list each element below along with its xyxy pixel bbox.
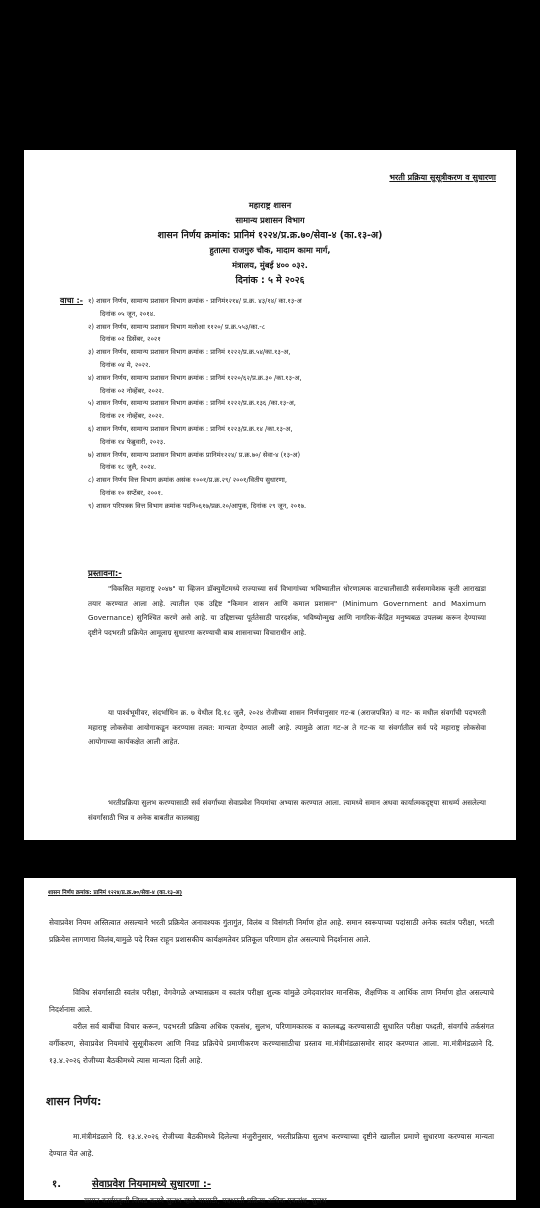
body-paragraph-2: विविध संवर्गासाठी स्वतंत्र परीक्षा, वेगवेगळे अभ्यासक्रम व स्वतंत्र परीक्षा शुल्क यांमुळे उमेदवारांवर मानसिक, शैक्षणिक व आर्थिक ताण निर्माण होत असल्याचे निदर्शनास आले. — [49, 988, 494, 1014]
address-line-1: हुतात्मा राजगुरु चौक, मादाम कामा मार्ग, — [209, 245, 331, 255]
address-line-2: मंत्रालय, मुंबई ४०० ०३२. — [232, 260, 308, 270]
title-block — [24, 198, 516, 288]
body-paragraph-4: मा.मंत्रीमंडळाने दि. १३.४.२०२६ रोजीच्या बैठकीमध्ये दिलेल्या मंजुरीनुसार, भरतीप्रक्रिया सुलभ करण्याच्या दृष्टीने खालील प्रमाणे सुधारणा करण्यास मान्यता देण्यात येत आहे. — [49, 1132, 494, 1158]
header-topic: भरती प्रक्रिया सुसूत्रीकरण व सुधारणा — [389, 173, 496, 182]
preamble-title: प्रस्तावना:- — [88, 569, 122, 579]
reference-item: ७) शासन निर्णय, सामान्य प्रशासन विभाग क्रमांक प्रानिमं१२२४/ प्र.क्र.७०/ सेवा-४ (१३-अ) दिनांक १८ जुलै, २०२४. — [88, 450, 301, 472]
body-paragraph-3: वरील सर्व बाबींचा विचार करून, पदभरती प्रक्रिया अधिक एकसंध, सुलभ, परिणामकारक व कालबद्ध करण्यासाठी सुधारित परीक्षा पध्दती, संवर्गांचे तर्कसंगत वर्गीकरण, सेवाप्रवेश नियमांचे सुसूत्रीकरण आणि निवड प्रक्रियेचे प्रमाणीकरण करण्यासाठीचा प्रस्ताव मा.मंत्रीमंडळासमोर सादर करण्यात आला. मा.मंत्रीमंडळाने दि. १३.४.२०२६ रोजीच्या बैठकीमध्ये त्यास मान्यता दिली आहे. — [49, 1022, 494, 1065]
references-list — [60, 295, 486, 513]
reference-item: ६) शासन निर्णय, सामान्य प्रशासन विभाग क्रमांक : प्रानिमं १२२३/प्र.क्र.१४ /का.१३-अ, दिनांक १४ फेब्रुवारी, २०२३. — [88, 424, 293, 446]
government-name: महाराष्ट्र शासन — [248, 200, 292, 210]
resolution-heading: शासन निर्णय: — [46, 1095, 102, 1108]
section-item-1 — [52, 1176, 211, 1190]
reference-item: ८) शासन निर्णय वित्त विभाग क्रमांक असंक १००१/प्र.क्र.२९/ २००१/वितीय सुधारणा, दिनांक १० सप्टेंबर, २००१. — [88, 476, 287, 497]
document-page-2 — [24, 878, 516, 1205]
cut-off-text-line: समान कार्यप्रकृती जिवड करणे सुलभ व्हावे यासाठी, पदभरती प्रक्रिया अधिक एकसंध, सुलभ — [84, 1196, 327, 1205]
reference-item: ५) शासन निर्णय, सामान्य प्रशासन विभाग क्रमांक : प्रानिमं १२२२/प्र.क्र.१३६ /का.१३-अ, दिनांक २१ नोव्हेंबर, २०२२. — [88, 399, 296, 421]
preamble-paragraph-2: या पार्श्वभूमीवर, संदर्भाधिन क्र. ७ येथील दि.१८ जुलै, २०२४ रोजीच्या शासन निर्णयानुसार गट-ब (अराजपत्रित) व गट- क मधील संवर्गांची पदभरती महाराष्ट्र लोकसेवा आयोगाकडून करण्यास तत्वत: मान्यता देण्यात आली आहे. त्यामुळे आता गट-अ ते गट-क या संवर्गातील सर्व पदे महाराष्ट्र लोकसेवा आयोगाच्या कार्यकक्षेत आली आहेत. — [88, 708, 486, 747]
section-number: १. — [52, 1179, 61, 1190]
references-title: वाचा :- — [60, 296, 83, 305]
document-page-1 — [24, 150, 516, 840]
resolution-date: दिनांक : ५ मे २०२६ — [235, 275, 305, 286]
resolution-number: शासन निर्णय क्रमांक: प्रानिमं १२२४/प्र.क्र.७०/सेवा-४ (का.१३-अ) — [157, 230, 383, 241]
reference-item: २) शासन निर्णय, सामान्य प्रशासन विभाग मलोआ ११२०/ प्र.क्र.५५३/का.-८ दिनांक ०२ डिसेंबर, २०२१ — [88, 322, 266, 344]
reference-item: ३) शासन निर्णय, सामान्य प्रशासन विभाग क्रमांक : प्रानिमं १२२२/प्र.क्र.५४/का.१३-अ, दिनांक ०४ मे, २०२२. — [88, 348, 291, 369]
preamble-paragraph-3: भरतीप्रक्रिया सुलभ करण्यासाठी सर्व संवर्गांच्या सेवाप्रवेश नियमांचा अभ्यास करण्यात आला. त्यामध्ये समान अथवा कार्यात्मकदृष्ट्या साधर्म्य असलेल्या संवर्गांसाठी भिन्न व अनेक बाबतीत कालबाह्य — [88, 798, 486, 822]
reference-item: ९) शासन परिपत्रक वित्त विभाग क्रमांक पदनि०६१७/प्रक्र.२०/आपुक, दिनांक २९ जून, २०१७. — [88, 501, 307, 510]
department-name: सामान्य प्रशासन विभाग — [235, 215, 305, 225]
page-header-reference: शासन निर्णय क्रमांक: प्रानिमं १२२४/प्र.क्र.७०/सेवा-४ (का.१३-अ) — [48, 890, 183, 896]
reference-item: १) शासन निर्णय, सामान्य प्रशासन विभाग क्रमांक - प्रानिमं१२१४/ प्र.क्र. ४३/१४/ का.१३-अ दिनांक ०५ जून, २०१४. — [88, 297, 302, 318]
reference-item: ४) शासन निर्णय, सामान्य प्रशासन विभाग क्रमांक : प्रानिमं १२२०/६२/प्र.क्र.३० /का.१३-अ, दिनांक ०२ नोव्हेंबर, २०२२. — [88, 373, 302, 395]
body-paragraph-1: सेवाप्रवेश नियम अस्तित्वात असल्याने भरती प्रक्रियेत अनावश्यक गुंतागुंत, विलंब व विसंगती निर्माण होत आहे. समान स्वरूपाच्या पदांसाठी अनेक स्वतंत्र परीक्षा, भरती प्रक्रियेस लागणारा विलंब,यामुळे पदे रिक्त राहून प्रशासकीय कार्यक्षमतेवर प्रतिकूल परिणाम होत असल्याचे निदर्शनास आले. — [49, 918, 494, 944]
section-title: सेवाप्रवेश नियमामध्ये सुधारणा :- — [92, 1179, 212, 1190]
preamble-paragraph-1: "विकसित महाराष्ट्र २०४७" या व्हिजन डॉक्युमेंटमध्ये राज्याच्या सर्व विभागांच्या भविष्यातील धोरणात्मक वाटचालीसाठी सर्वसमावेशक कृती आराखडा तयार करण्यात आला आहे. त्यातील एक उद्दिष्ट "किमान शासन आणि कमाल प्रशासन" (Minimum Government and Maximum Governance) सुनिश्चित करणे असे आहे. या उद्दिष्टाच्या पूर्ततेसाठी पारदर्शक, भविष्योन्मुख आणि नागरिक-केंद्रित मनुष्यबळ उपलब्ध करून देण्याच्या दृष्टीने पदभरती प्रक्रियेत आमूलाग्र सुधारणा करण्याची बाब शासनाच्या विचाराधीन आहे. — [88, 584, 486, 637]
